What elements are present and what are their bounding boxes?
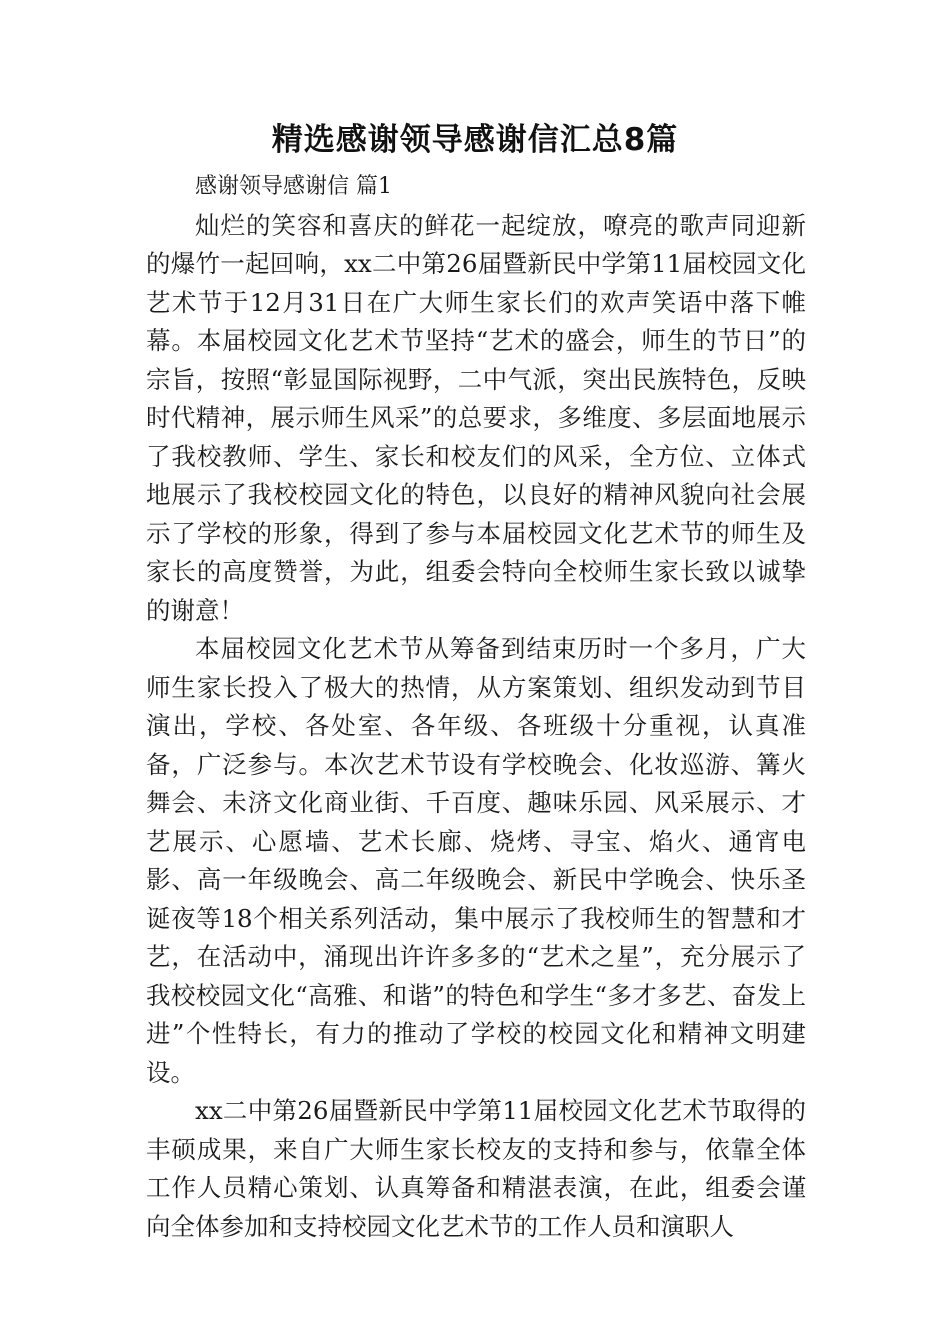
section-heading: 感谢领导感谢信 篇1 — [195, 174, 392, 199]
paragraph-3: xx二中第26届暨新民中学第11届校园文化艺术节取得的丰硕成果，来自广大师生家长校友的支持和参与，依靠全体工作人员精心策划、认真筹备和精湛表演，在此，组委会谨向全体参加和支持校园文化艺术节的工作人员和演职人 — [146, 1096, 806, 1241]
paragraph-1: 灿烂的笑容和喜庆的鲜花一起绽放，嘹亮的歌声同迎新的爆竹一起回响，xx二中第26届暨新民中学第11届校园文化艺术节于12月31日在广大师生家长们的欢声笑语中落下帷幕。本届校园文化艺术节坚持“艺术的盛会，师生的节日”的宗旨，按照“彰显国际视野，二中气派，突出民族特色，反映时代精神，展示师生风采”的总要求，多维度、多层面地展示了我校教师、学生、家长和校友们的风采，全方位、立体式地展示了我校校园文化的特色，以良好的精神风貌向社会展示了学校的形象，得到了参与本届校园文化艺术节的师生及家长的高度赞誉，为此，组委会特向全校师生家长致以诚挚的谢意！ — [146, 210, 806, 625]
document-title: 精选感谢领导感谢信汇总8篇 — [271, 122, 679, 158]
paragraph-2: 本届校园文化艺术节从筹备到结束历时一个多月，广大师生家长投入了极大的热情，从方案策划、组织发动到节目演出，学校、各处室、各年级、各班级十分重视，认真准备，广泛参与。本次艺术节设有学校晚会、化妆巡游、篝火舞会、未济文化商业街、千百度、趣味乐园、风采展示、才艺展示、心愿墙、艺术长廊、烧烤、寻宝、焰火、通宵电影、高一年级晚会、高二年级晚会、新民中学晚会、快乐圣诞夜等18个相关系列活动，集中展示了我校师生的智慧和才艺，在活动中，涌现出许许多多的“艺术之星”，充分展示了我校校园文化“高雅、和谐”的特色和学生“多才多艺、奋发上进”个性特长，有力的推动了学校的校园文化和精神文明建设。 — [146, 634, 806, 1087]
document-body — [146, 168, 806, 1246]
